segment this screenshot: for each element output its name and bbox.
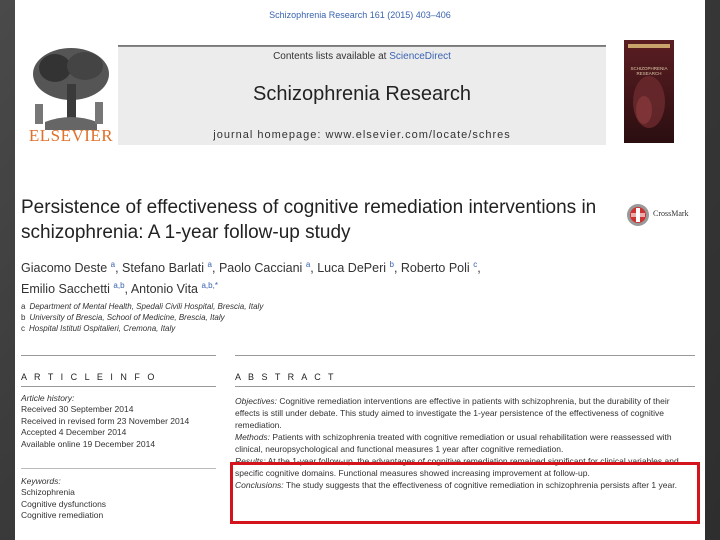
author-name[interactable]: Giacomo Deste <box>21 261 108 276</box>
author-line-2: Emilio Sacchetti $^{a,b}$, Antonio Vita $^{a,b,*}$ <box>21 281 218 297</box>
cover-title: SCHIZOPHRENIA RESEARCH <box>630 66 668 76</box>
methods-text: Patients with schizophrenia treated with cognitive remediation or usual rehabilitation were reassessed with clinical, neuropsychological and functional measures 1 year after cognitive remediation. <box>235 432 672 454</box>
contents-text: Contents lists available at <box>273 51 390 62</box>
affiliation-mark: c <box>21 324 25 333</box>
results-highlight-box <box>230 462 700 524</box>
history-line: Received 30 September 2014 <box>21 404 134 415</box>
sciencedirect-link[interactable]: ScienceDirect <box>389 51 451 62</box>
author-affil-mark[interactable]: a,b,* <box>201 281 218 291</box>
contents-line <box>118 51 606 62</box>
section-rule <box>235 386 695 387</box>
history-line: Received in revised form 23 November 2014 <box>21 415 190 426</box>
author-affil-mark[interactable]: a <box>110 260 116 269</box>
author-line-1: Giacomo Deste $^a$, Stefano Barlati $^a$, Paolo Cacciani $^a$, Luca DePeri $^b$, Roberto Poli $^c$, <box>21 260 481 276</box>
author-name[interactable]: Paolo Cacciani <box>218 261 303 276</box>
affiliation-item <box>21 312 421 323</box>
article-title <box>21 195 611 245</box>
conclusions-text: The study suggests that the effectiveness of cognitive remediation in schizophrenia persists after 1 year. <box>285 480 677 490</box>
cover-art <box>624 40 674 143</box>
author-name[interactable]: Emilio Sacchetti <box>21 282 110 297</box>
keywords <box>21 476 216 522</box>
title-line-2: schizophrenia: A 1-year follow-up study <box>21 222 351 243</box>
author-affil-mark[interactable]: a,b <box>113 281 125 291</box>
affiliation-text: University of Brescia, School of Medicine, Brescia, Italy <box>29 313 225 322</box>
keywords-label: Keywords: <box>21 476 61 486</box>
section-rule <box>21 386 216 387</box>
results-label: Results: <box>235 456 266 466</box>
abstract-heading: A B S T R A C T <box>235 372 337 382</box>
affiliation-item <box>21 301 421 312</box>
crossmark-badge[interactable] <box>626 200 696 230</box>
affiliations <box>21 301 421 334</box>
objectives-text: Cognitive remediation interventions are effective in patients with schizophrenia, but the durability of their effects is still under debate. This study aimed to investigate the 1-year persistence of the effectiveness of cognitive remediation. <box>235 396 670 430</box>
journal-reference[interactable]: Schizophrenia Research 161 (2015) 403–406 <box>269 10 451 20</box>
section-rule <box>21 468 216 469</box>
journal-header <box>118 46 606 145</box>
crossmark-icon <box>626 200 650 230</box>
keyword-item: Schizophrenia <box>21 487 75 498</box>
methods-label: Methods: <box>235 432 270 442</box>
article-history <box>21 393 216 450</box>
keyword-item: Cognitive dysfunctions <box>21 498 107 509</box>
objectives-label: Objectives: <box>235 396 278 406</box>
author-list <box>21 256 581 298</box>
journal-homepage <box>118 129 606 141</box>
affiliation-mark: a <box>21 302 26 311</box>
results-text: At the 1-year follow-up, the advantages of cognitive remediation remained significant for clinical variables and specific cognitive domains. Functional measures showed increasing improvement at follow-up. <box>235 456 679 478</box>
author-name[interactable]: Stefano Barlati <box>122 261 205 276</box>
abstract-objectives <box>235 395 695 431</box>
section-rule <box>21 355 216 356</box>
affiliation-text: Department of Mental Health, Spedali Civili Hospital, Brescia, Italy <box>29 302 264 311</box>
abstract-methods <box>235 431 695 455</box>
author-affil-mark[interactable]: c <box>473 260 478 269</box>
journal-name: Schizophrenia Research <box>253 83 471 105</box>
journal-cover-image <box>624 40 674 143</box>
elsevier-wordmark: ELSEVIER <box>28 126 114 145</box>
crossmark-label: CrossMark <box>653 209 689 218</box>
history-line: Available online 19 December 2014 <box>21 438 156 449</box>
homepage-url[interactable]: www.elsevier.com/locate/schres <box>325 129 511 141</box>
author-name[interactable]: Roberto Poli <box>400 261 470 276</box>
title-line-1: Persistence of effectiveness of cognitive remediation interventions in <box>21 197 597 218</box>
homepage-label: journal homepage: <box>213 129 326 141</box>
author-name[interactable]: Luca DePeri <box>317 261 387 276</box>
history-line: Accepted 4 December 2014 <box>21 427 127 438</box>
conclusions-label: Conclusions: <box>235 480 284 490</box>
author-affil-mark[interactable]: a <box>207 260 212 269</box>
section-rule <box>235 355 695 356</box>
author-name[interactable]: Antonio Vita <box>130 282 198 297</box>
keyword-item: Cognitive remediation <box>21 510 104 521</box>
paper-page <box>15 0 705 540</box>
affiliation-mark: b <box>21 313 26 322</box>
affiliation-item <box>21 323 421 334</box>
history-label: Article history: <box>21 393 75 403</box>
author-affil-mark[interactable]: b <box>389 260 394 269</box>
affiliation-text: Hospital Istituti Ospitalieri, Cremona, Italy <box>29 324 176 333</box>
author-affil-mark[interactable]: a <box>305 260 311 269</box>
article-info-heading: A R T I C L E I N F O <box>21 372 157 382</box>
